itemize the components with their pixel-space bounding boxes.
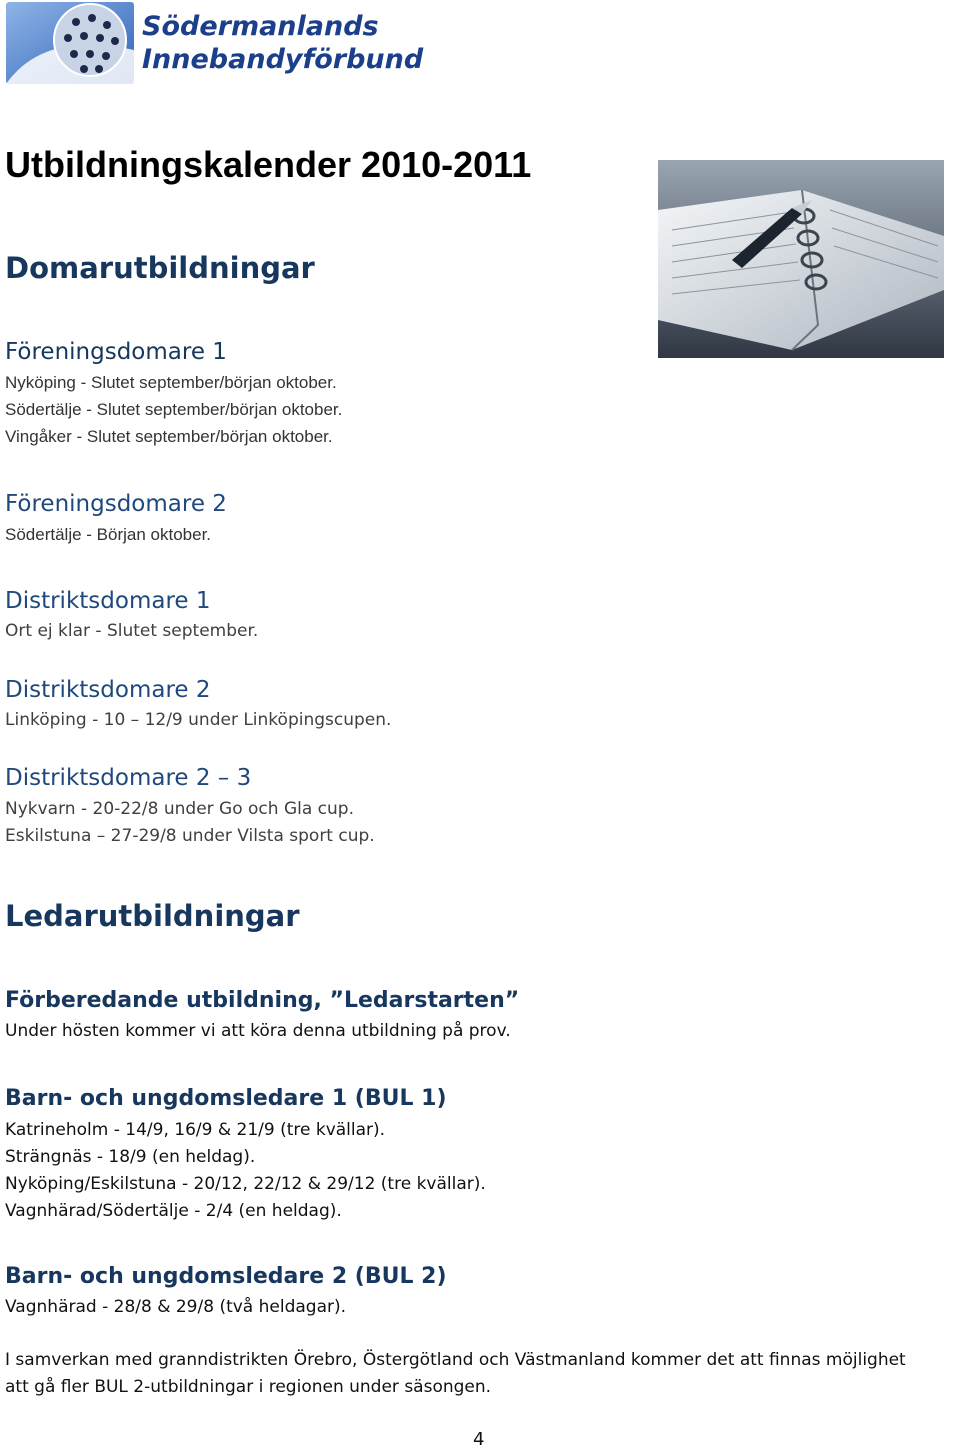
course-details: [5, 796, 375, 850]
note-line: I samverkan med granndistrikten Örebro, Östergötland och Västmanland kommer det att finnas möjlighet: [5, 1350, 906, 1370]
course-title: Distriktsdomare 2 – 3: [5, 765, 252, 791]
course-line: Linköping - 10 – 12/9 under Linköpingscupen.: [5, 710, 392, 730]
course-title: Distriktsdomare 1: [5, 588, 211, 614]
page-number: 4: [473, 1429, 485, 1450]
note-line: att gå fler BUL 2-utbildningar i regionen under säsongen.: [5, 1377, 492, 1397]
course-line: Vagnhärad - 28/8 & 29/8 (två heldagar).: [5, 1297, 347, 1317]
course-details: [5, 707, 391, 734]
logo-line-2: Innebandyförbund: [142, 44, 424, 75]
course-line: Strängnäs - 18/9 (en heldag).: [5, 1147, 256, 1167]
section-heading-domar: Domarutbildningar: [5, 251, 315, 285]
agenda-photo: [642, 150, 960, 372]
course-title: Föreningsdomare 2: [5, 491, 227, 517]
logo-wordmark: [142, 10, 423, 76]
federation-logo: [4, 0, 424, 88]
course-line: Nykvarn - 20-22/8 under Go och Gla cup.: [5, 799, 354, 819]
course-line: Ort ej klar - Slutet september.: [5, 621, 259, 641]
course-line: Under hösten kommer vi att köra denna utbildning på prov.: [5, 1021, 511, 1041]
course-details: [5, 1294, 346, 1321]
section-heading-ledar: Ledarutbildningar: [5, 899, 300, 933]
course-details: [5, 369, 342, 450]
course-line: Nyköping - Slutet september/början oktober.: [5, 373, 337, 392]
course-line: Södertälje - Början oktober.: [5, 525, 212, 544]
page-title: Utbildningskalender 2010-2011: [5, 144, 532, 185]
course-details: [5, 618, 258, 645]
course-details: [5, 1117, 486, 1225]
course-details: [5, 1018, 511, 1045]
course-details: [5, 521, 211, 548]
course-line: Nyköping/Eskilstuna - 20/12, 22/12 & 29/12 (tre kvällar).: [5, 1174, 486, 1194]
course-line: Södertälje - Slutet september/början oktober.: [5, 400, 343, 419]
course-line: Vagnhärad/Södertälje - 2/4 (en heldag).: [5, 1201, 342, 1221]
course-title: Förberedande utbildning, ”Ledarstarten”: [5, 988, 520, 1013]
course-title: Föreningsdomare 1: [5, 339, 227, 365]
course-line: Eskilstuna – 27-29/8 under Vilsta sport cup.: [5, 826, 375, 846]
calendar-planner-image: [642, 150, 960, 372]
course-line: Katrineholm - 14/9, 16/9 & 21/9 (tre kvällar).: [5, 1120, 386, 1140]
logo-line-1: Södermanlands: [142, 11, 379, 42]
course-title: Distriktsdomare 2: [5, 677, 211, 703]
course-title: Barn- och ungdomsledare 1 (BUL 1): [5, 1086, 447, 1111]
regional-note: [5, 1347, 906, 1401]
course-title: Barn- och ungdomsledare 2 (BUL 2): [5, 1264, 447, 1289]
course-line: Vingåker - Slutet september/början oktober.: [5, 427, 333, 446]
